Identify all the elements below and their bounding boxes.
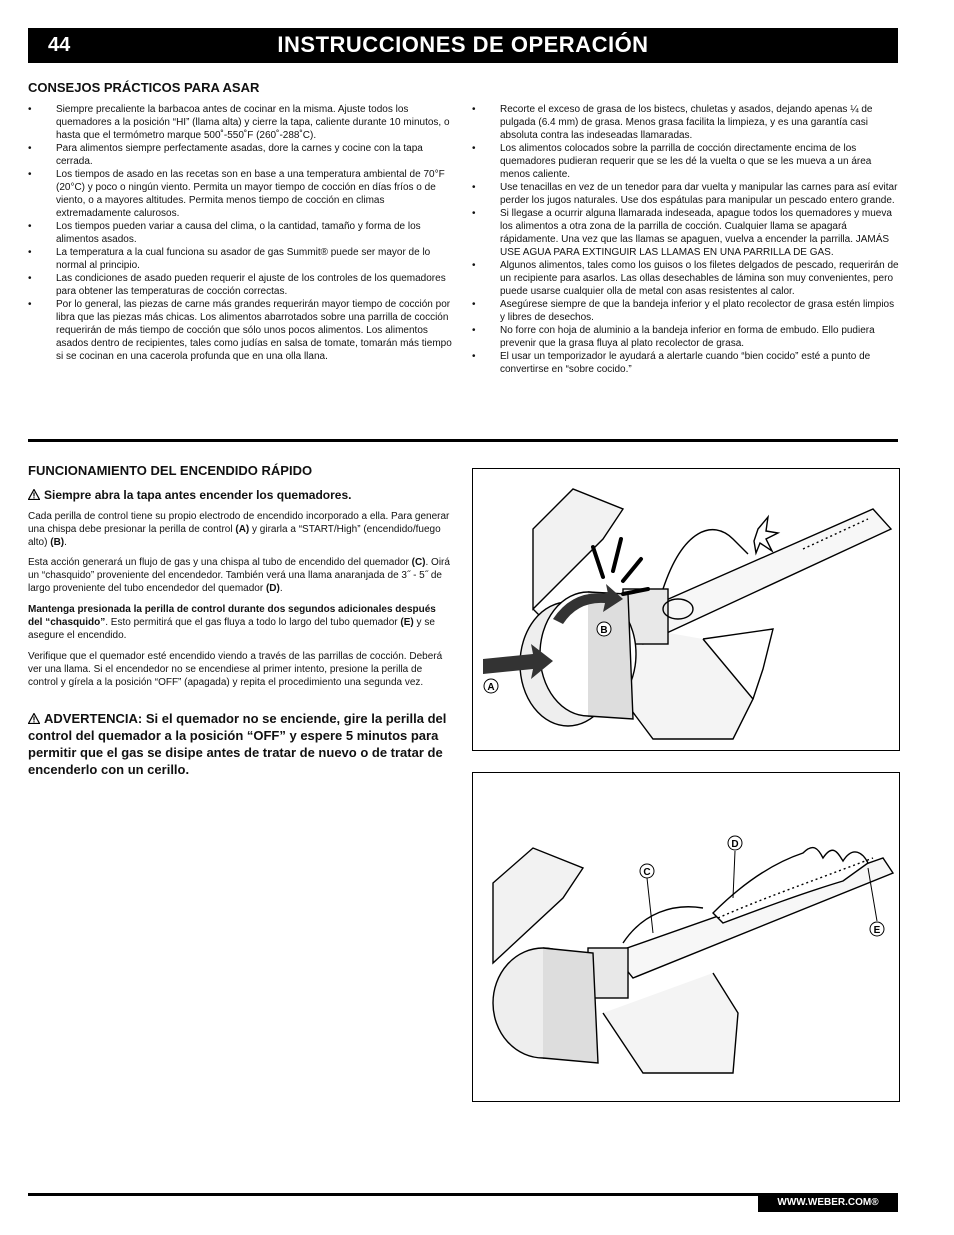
text-run: y se asegure el encendido. [28,617,435,641]
illustration-burner-flame [472,772,900,1102]
tips-left-list [28,103,456,363]
text-run: . [279,583,283,594]
ignition-paragraph-4: Verifique que el quemador esté encendido viendo a través de las parrillas de cocción. Deberá ver una llama. Si el encendedor no se encendiese al primer intento, presione la perilla de control y gírela a la posición “OFF” (apagada) y repita el procedimiento una segunda vez. [28,651,443,688]
list-item: • Las condiciones de asado pueden requerir el ajuste de los controles de los quemadores para obtener las temperaturas de cocción correctas. [28,272,456,298]
caution-line [28,488,351,502]
list-item: • Use tenacillas en vez de un tenedor para dar vuelta y manipular las carnes para así evitar perder los jugos naturales. Use dos espátulas para manipular un pescado entero grande. [472,181,900,207]
advertencia-warning [28,710,453,778]
warning-triangle-icon [28,713,40,724]
callout-b: B [600,625,608,636]
text-run: y girarla a “START/High” (encendido/fuego alto) [28,524,441,548]
warning-triangle-icon [28,489,40,500]
list-item: • Asegúrese siempre de que la bandeja inferior y el plato recolector de grasa estén limpios y libres de desechos. [472,298,900,324]
burner-flame-drawing [473,773,899,1101]
text-run: . Oirá un “chasquido” proveniente del encendedor. También verá una llama anaranjada de 3˝ - 5˝ de largo proveniente del tubo encendedor del quemador [28,557,450,594]
list-item: • Recorte el exceso de grasa de los bistecs, chuletas y asados, dejando apenas ¼ de pulgada (6.4 mm) de grasa. Menos grasa facilita la limpieza, y es una garantía casi absoluta contra las indeseadas llamaradas. [472,103,900,142]
tips-right-list [472,103,900,376]
list-item: • Los tiempos de asado en las recetas son en base a una temperatura ambiental de 70°F (20°C) y poco o ningún viento. Permita un mayor tiempo de cocción en días fríos o de viento, o a mayores altitudes. Permita menos tiempo de cocción en climas extremadamente calurosos. [28,168,456,220]
ignition-paragraph-2 [28,556,453,595]
tips-heading: CONSEJOS PRÁCTICOS PARA ASAR [28,80,260,95]
list-item: • Algunos alimentos, tales como los guisos o los filetes delgados de pescado, requerirán de un recipiente para asarlos. Las ollas desechables de lámina son muy convenientes, pero puede usarse cualquier olla de metal con asas resistentes al calor. [472,259,900,298]
callout-d: D [731,839,739,850]
text-run: Cada perilla de control tiene su propio electrodo de encendido incorporado a ella. Para generar una chispa debe presionar la perilla de control [28,511,450,535]
text-run: . Esto permitirá que el gas fluya a todo lo largo del tubo quemador [105,617,401,628]
text-run: Esta acción generará un flujo de gas y una chispa al tubo de encendido del quemador [28,557,412,568]
page-number: 44 [48,34,71,56]
callout-a: A [487,682,495,693]
section-divider [28,439,898,442]
knob-ignition-drawing [473,469,899,750]
ignition-heading: FUNCIONAMIENTO DEL ENCENDIDO RÁPIDO [28,463,313,478]
list-item: • Para alimentos siempre perfectamente asadas, dore la carnes y cocine con la tapa cerrada. [28,142,456,168]
list-item: • Por lo general, las piezas de carne más grandes requerirán mayor tiempo de cocción por libra que las piezas más chicas. Los alimentos abarrotados sobre una parrilla de cocción requerirán de más tiempo de cocción que sólo unos pocos alimentos. Los alimentos asados dentro de recipientes, tales como judías en salsa de tomate, tomarán más tiempo si se cocinan en una cacerola profunda que en una olla llana. [28,298,456,363]
ref-a: (A) [235,524,250,535]
list-item: • Los alimentos colocados sobre la parrilla de cocción directamente encima de los quemadores pudieran requerir que se les dé la vuelta o que se les mueva a un área menos caliente. [472,142,900,181]
ref-b: (B) [50,537,65,548]
ignition-paragraph-1 [28,510,453,549]
ref-d: (D) [265,583,280,594]
list-item: • El usar un temporizador le ayudará a alertarle cuando “bien cocido” esté a punto de convertirse en “sobre cocido.” [472,350,900,376]
callout-e: E [873,925,881,936]
caution-text: Siempre abra la tapa antes encender los quemadores. [44,488,352,502]
illustration-knob-ignition [472,468,900,751]
footer-url: WWW.WEBER.COM® [758,1194,898,1212]
warning-text: ADVERTENCIA: Si el quemador no se enciende, gire la perilla del control del quemador a la posición “OFF” y espere 5 minutos para permitir que el gas se disipe antes de tratar de nuevo o de tratar de encenderlo con un cerillo. [28,711,447,777]
list-item: • Siempre precaliente la barbacoa antes de cocinar en la misma. Ajuste todos los quemadores a la posición “HI” (llama alta) y cierre la tapa, caliente durante 10 minutos, o hasta que el termómetro marque 500˚-550˚F (260˚-288˚C). [28,103,456,142]
text-run: . [64,537,67,548]
list-item: • Los tiempos pueden variar a causa del clima, o la cantidad, tamaño y forma de los alimentos asados. [28,220,456,246]
list-item: • La temperatura a la cual funciona su asador de gas Summit® puede ser mayor de lo normal al principio. [28,246,456,272]
list-item: • No forre con hoja de aluminio a la bandeja inferior en forma de embudo. Ello pudiera prevenir que la grasa fluya al plato recolector de grasa. [472,324,900,350]
list-item: • Si llegase a ocurrir alguna llamarada indeseada, apague todos los quemadores y mueva los alimentos a otra zona de la parrilla de cocción. Cualquier llama se apagará rápidamente. Una vez que las llamas se apaguen, vuelva a encender la parrilla. JAMÁS USE AGUA PARA EXTINGUIR LAS LLAMAS EN UNA PARRILLA DE GAS. [472,207,900,259]
page-title: INSTRUCCIONES DE OPERACIÓN [277,32,649,57]
header-bar [28,28,898,63]
ref-c: (C) [411,557,426,568]
ignition-paragraph-3 [28,603,453,642]
callout-c: C [643,867,651,878]
ref-e: (E) [400,617,414,628]
bold-run: Mantenga presionada la perilla de control durante dos segundos adicionales después del “chasquido” [28,604,436,628]
